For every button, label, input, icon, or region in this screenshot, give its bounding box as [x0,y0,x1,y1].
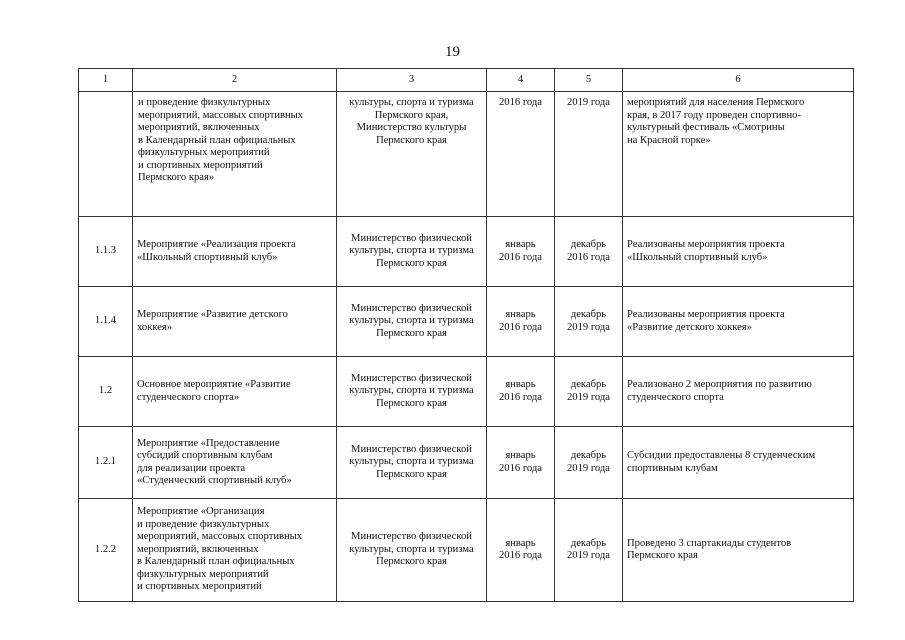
table-row [79,499,854,602]
column-header-5: 5 [555,69,623,92]
end-date: 2019 года [555,92,623,217]
result-text: мероприятий для населения Пермского края, в 2017 году проведен спортивно- культурный фестиваль «Смотрины на Красной горке» [623,92,854,217]
event-name: и проведение физкультурных мероприятий, массовых спортивных мероприятий, включенных в Календарный план официальных физкультурных мероприятий и спортивных мероприятий Пермского края» [133,92,337,217]
start-date: январь 2016 года [487,217,555,287]
page-number: 19 [445,44,460,60]
start-date: январь 2016 года [487,427,555,499]
table-row [79,427,854,499]
end-date: декабрь 2019 года [555,427,623,499]
event-name: Мероприятие «Развитие детского хоккея» [133,287,337,357]
events-table [78,68,854,602]
end-date: декабрь 2019 года [555,287,623,357]
row-number: 1.2.1 [79,427,133,499]
executor: Министерство физической культуры, спорта и туризма Пермского края [337,217,487,287]
row-number [79,92,133,217]
start-date: январь 2016 года [487,287,555,357]
event-name: Мероприятие «Реализация проекта «Школьный спортивный клуб» [133,217,337,287]
row-number: 1.1.3 [79,217,133,287]
column-header-6: 6 [623,69,854,92]
start-date: январь 2016 года [487,499,555,602]
start-date: 2016 года [487,92,555,217]
event-name: Мероприятие «Организация и проведение физкультурных мероприятий, массовых спортивных мероприятий, включенных в Календарный план официальных физкультурных мероприятий и спортивных мероприятий [133,499,337,602]
table-row [79,287,854,357]
row-number: 1.2.2 [79,499,133,602]
result-text: Реализованы мероприятия проекта «Развитие детского хоккея» [623,287,854,357]
column-header-3: 3 [337,69,487,92]
result-text: Реализованы мероприятия проекта «Школьный спортивный клуб» [623,217,854,287]
event-name: Мероприятие «Предоставление субсидий спортивным клубам для реализации проекта «Студенческий спортивный клуб» [133,427,337,499]
table-row [79,357,854,427]
start-date: январь 2016 года [487,357,555,427]
result-text: Проведено 3 спартакиады студентов Пермского края [623,499,854,602]
executor: Министерство физической культуры, спорта и туризма Пермского края [337,287,487,357]
executor: Министерство физической культуры, спорта и туризма Пермского края [337,427,487,499]
executor: культуры, спорта и туризма Пермского края, Министерство культуры Пермского края [337,92,487,217]
end-date: декабрь 2019 года [555,499,623,602]
end-date: декабрь 2016 года [555,217,623,287]
table-header-row [79,69,854,92]
event-name: Основное мероприятие «Развитие студенческого спорта» [133,357,337,427]
column-header-1: 1 [79,69,133,92]
column-header-4: 4 [487,69,555,92]
end-date: декабрь 2019 года [555,357,623,427]
result-text: Субсидии предоставлены 8 студенческим спортивным клубам [623,427,854,499]
column-header-2: 2 [133,69,337,92]
table-row [79,92,854,217]
executor: Министерство физической культуры, спорта и туризма Пермского края [337,499,487,602]
row-number: 1.1.4 [79,287,133,357]
row-number: 1.2 [79,357,133,427]
table-row [79,217,854,287]
result-text: Реализовано 2 мероприятия по развитию студенческого спорта [623,357,854,427]
executor: Министерство физической культуры, спорта и туризма Пермского края [337,357,487,427]
